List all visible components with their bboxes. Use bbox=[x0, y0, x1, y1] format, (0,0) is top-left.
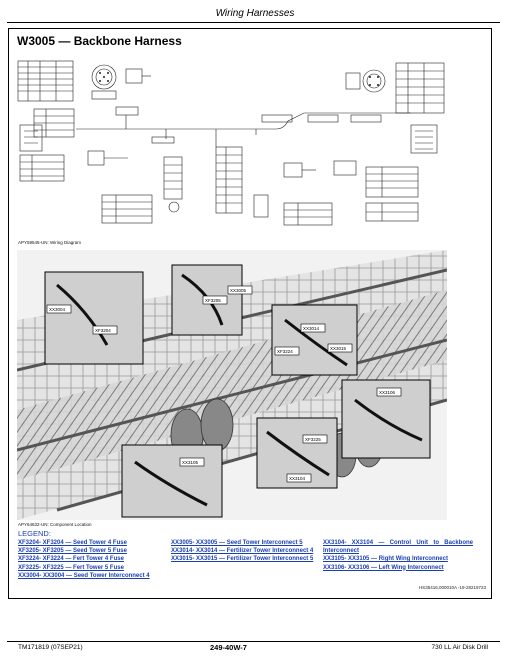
legend-item-xf3224[interactable]: XF3224- XF3224 — Fert Tower 4 Fuse bbox=[18, 556, 124, 563]
legend-item-xx3015[interactable]: XX3015- XX3015 — Fertilizer Tower Interconnect 5 bbox=[171, 556, 314, 563]
legend-title: LEGEND: bbox=[18, 529, 51, 538]
legend-item-xx3004[interactable]: XX3004- XX3004 — Seed Tower Interconnect 4 bbox=[18, 572, 150, 579]
legend-item-xx3104[interactable]: XX3104- XX3104 — Control Unit to Backbone Interconnect bbox=[323, 540, 473, 555]
callout-xx3105: XX3105 bbox=[182, 460, 199, 465]
callout-xx3015: XX3015 bbox=[330, 346, 347, 351]
legend-item-xx3005[interactable]: XX3005- XX3005 — Seed Tower Interconnect 5 bbox=[171, 540, 303, 546]
legend-item-xf3205[interactable]: XF3205- XF3205 — Seed Tower 5 Fuse bbox=[18, 548, 127, 555]
legend-item-xx3105[interactable]: XX3105- XX3105 — Right Wing Interconnect bbox=[323, 556, 448, 563]
callout-xx3004: XX3004 bbox=[49, 307, 66, 312]
legend-item-xx3106[interactable]: XX3106- XX3106 — Left Wing Interconnect bbox=[323, 564, 444, 571]
legend-item-xf3204[interactable]: XF3204- XF3204 — Seed Tower 4 Fuse bbox=[18, 540, 127, 546]
footer-document-id: TM171819 (07SEP21) bbox=[18, 644, 83, 651]
callout-xf3204: XF3204 bbox=[95, 328, 111, 333]
callout-xx3104: XX3104 bbox=[289, 476, 306, 481]
wiring-diagram-caption: APY59545-UN: Wiring Diagram bbox=[18, 240, 82, 245]
wiring-diagram bbox=[16, 55, 456, 235]
callout-xx3014: XX3014 bbox=[303, 326, 320, 331]
figure-reference: HS35416,000010A -19-28219723 bbox=[418, 585, 486, 590]
component-location-caption: APY64632-UN: Component Location bbox=[18, 522, 92, 527]
callout-xx3005: XX3005 bbox=[230, 288, 247, 293]
footer-product-name: 730 LL Air Disk Drill bbox=[431, 644, 488, 651]
legend-item-xx3014[interactable]: XX3014- XX3014 — Fertilizer Tower Interconnect 4 bbox=[171, 548, 314, 555]
footer-page-number: 249-40W-7 bbox=[210, 643, 247, 652]
legend-item-xf3225[interactable]: XF3225- XF3225 — Fert Tower 5 Fuse bbox=[18, 564, 124, 571]
callout-xf3225: XF3225 bbox=[305, 437, 321, 442]
legend-column-1 bbox=[18, 539, 166, 580]
callout-xx3106: XX3106 bbox=[379, 390, 396, 395]
component-location-photo bbox=[17, 250, 447, 520]
callout-xf3205: XF3205 bbox=[205, 298, 221, 303]
legend-column-3 bbox=[323, 539, 473, 572]
legend-column-2 bbox=[171, 539, 319, 564]
running-header: Wiring Harnesses bbox=[215, 8, 295, 19]
header-rule bbox=[7, 22, 500, 23]
footer-rule bbox=[7, 641, 500, 642]
section-title: W3005 — Backbone Harness bbox=[17, 34, 182, 48]
callout-xf3224: XF3224 bbox=[277, 349, 293, 354]
